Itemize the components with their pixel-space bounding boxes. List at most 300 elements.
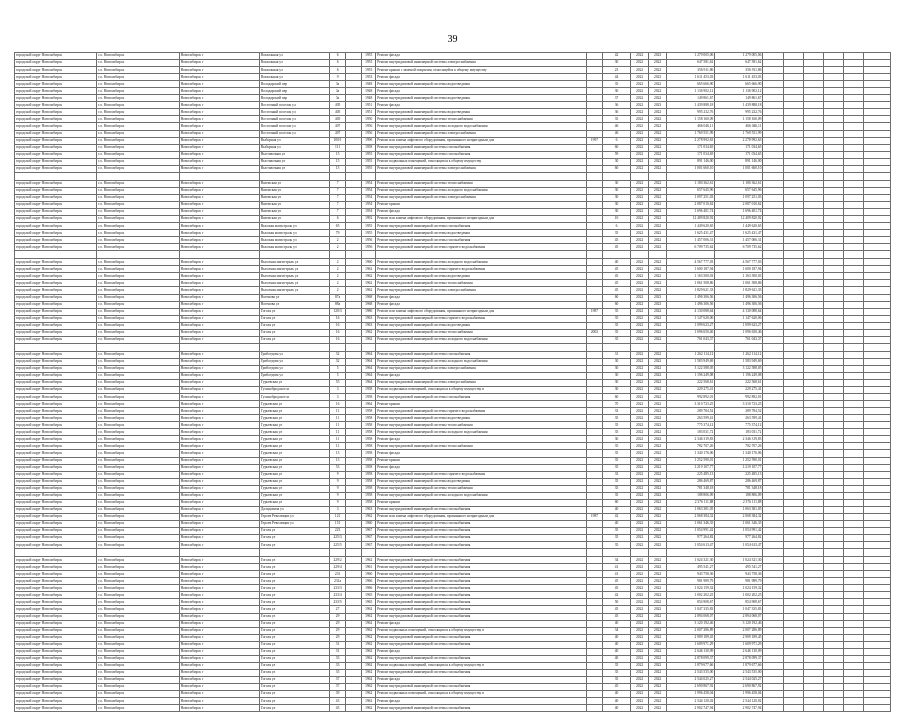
table-row [15,520,891,527]
table-cell: 647 581,62 [667,60,715,67]
table-row [15,443,891,450]
table-cell [586,116,602,123]
table-cell: 35 [602,457,630,464]
table-cell: 2022 [631,280,649,287]
table-cell: городской округ Новосибирск [15,592,97,599]
table-cell: 35 [602,464,630,471]
table-cell [863,259,890,266]
table-cell: Новосибирск г [179,676,259,683]
table-cell [346,201,362,208]
table-cell: 13 [330,450,346,457]
table-cell [803,95,823,102]
table-cell: 2022 [649,471,667,478]
table-cell: Гоголя ул [259,655,329,662]
table-cell: 35 [330,669,346,676]
table-cell: 2022 [631,620,649,627]
table-cell: Ремонт внутридомовой инженерной системы газоснабжения [376,394,587,401]
table-cell: городской округ Новосибирск [15,102,97,109]
table-cell: 2 544 120,02 [667,698,715,705]
table-cell: 100/1 [330,137,346,144]
table-cell: 2022 [631,237,649,244]
table-cell: 2 [330,244,346,251]
table-cell [823,429,843,436]
table-cell [586,549,602,557]
table-cell: г.о. Новосибирск [97,571,179,578]
table-cell: Ремонт внутридомовой инженерной системы теплоснабжения [376,329,587,336]
table-cell [586,336,602,343]
table-cell [823,144,843,151]
table-cell [586,450,602,457]
table-cell [843,578,863,585]
table-cell: 1962 [362,634,376,641]
table-cell: 31 [330,641,346,648]
table-cell: 1962 [362,648,376,655]
table-cell [763,485,783,492]
table-cell: городской округ Новосибирск [15,336,97,343]
table-cell [602,251,630,259]
table-cell [803,499,823,506]
table-cell [715,549,763,557]
table-cell: городской округ Новосибирск [15,471,97,478]
table-cell: Гоголя ул [259,308,329,315]
table-cell [586,429,602,436]
table-cell: городской округ Новосибирск [15,669,97,676]
table-cell [863,172,890,180]
table-cell: 1954 [362,180,376,187]
table-cell: г.о. Новосибирск [97,698,179,705]
table-cell: г.о. Новосибирск [97,180,179,187]
table-cell [346,294,362,301]
table-cell [586,294,602,301]
table-cell: 2022 [631,372,649,379]
table-cell [803,53,823,60]
table-cell [803,415,823,422]
table-cell [863,520,890,527]
table-cell: 1 054 991,42 [667,528,715,535]
table-cell: Восточный поселок ул [259,102,329,109]
table-cell: 1 611 453,03 [715,74,763,81]
table-row [15,513,891,520]
table-cell: 2022 [631,436,649,443]
table-row [15,705,891,712]
table-cell: 45 [602,280,630,287]
table-cell [346,408,362,415]
table-cell: 1 024 159,32 [715,585,763,592]
table-cell: Ремонт фасада [376,372,587,379]
table-cell: 1 769 551,99 [667,130,715,137]
table-cell: 40 [602,520,630,527]
table-cell [346,322,362,329]
table-cell [586,165,602,172]
table-cell [863,180,890,187]
table-cell [586,358,602,365]
table-cell: 981 989,79 [667,578,715,585]
table-row [15,365,891,372]
table-cell [783,571,803,578]
table-row [15,506,891,513]
table-cell [803,201,823,208]
table-cell [863,683,890,690]
table-cell: 657 645,96 [715,187,763,194]
table-cell: Ремонт внутридомовой инженерной системы водоотведения [376,81,587,88]
table-cell: 2 087 010,62 [667,201,715,208]
table-cell: 32 [330,351,346,358]
table-cell [586,67,602,74]
table-cell: Ремонт подвальных помещений, относящихся к общему имуществу [376,158,587,165]
table-cell [823,557,843,564]
table-cell: 1956 [362,123,376,130]
table-row [15,394,891,401]
table-cell [803,372,823,379]
table-cell [346,683,362,690]
table-cell [843,165,863,172]
table-cell: Ремонт фасада [376,620,587,627]
table-cell: 34 [602,627,630,634]
table-cell [586,322,602,329]
table-cell: 35 [602,415,630,422]
table-cell [803,705,823,712]
table-cell [803,116,823,123]
table-cell [586,571,602,578]
table-cell: 891 146,00 [667,158,715,165]
table-cell: 3 310 723,25 [715,401,763,408]
table-cell: Ремонт или замена лифтового оборудования, признанного непригодным для [376,308,587,315]
table-cell: 2022 [649,627,667,634]
table-cell [783,506,803,513]
table-cell [763,394,783,401]
table-cell [863,194,890,201]
table-cell: 1 136 902,12 [715,88,763,95]
table-cell: 2022 [631,676,649,683]
table-cell: Ремонт внутридомовой инженерной системы водоотведения [376,95,587,102]
table-cell: Вогенова ул [259,294,329,301]
table-cell [803,634,823,641]
table-cell [763,592,783,599]
table-cell [259,549,329,557]
table-cell [763,208,783,215]
table-cell [763,457,783,464]
table-cell: 223 [330,528,346,535]
table-cell [586,223,602,230]
table-cell [346,280,362,287]
table-cell: Ремонт внутридомовой инженерной системы газоснабжения [376,542,587,549]
table-cell [346,557,362,564]
table-cell: Ремонт или замена лифтового оборудования, признанного непригодным для [376,137,587,144]
table-cell: 149 861,67 [715,95,763,102]
table-cell [346,387,362,394]
table-cell [863,691,890,698]
table-cell [803,408,823,415]
table-cell [803,535,823,542]
table-cell [586,180,602,187]
table-cell: 29 [330,620,346,627]
table-cell: 15 [330,165,346,172]
table-cell: 2022 [649,457,667,464]
table-cell: 1956 [362,130,376,137]
table-cell: 1954 [362,194,376,201]
table-cell [715,343,763,351]
table-cell [783,429,803,436]
table-row [15,137,891,144]
table-cell [803,443,823,450]
table-cell [843,634,863,641]
table-cell: городской округ Новосибирск [15,429,97,436]
table-cell [823,401,843,408]
table-cell: 2022 [649,485,667,492]
table-cell [823,109,843,116]
table-cell: Новосибирск г [179,301,259,308]
table-cell: 1964 [362,358,376,365]
table-cell: Новосибирск г [179,53,259,60]
table-row [15,201,891,208]
table-cell: 2022 [631,102,649,109]
table-row [15,308,891,315]
table-cell: 657 645,96 [667,187,715,194]
table-cell: 1964 [362,372,376,379]
table-cell: 286 469,87 [667,478,715,485]
table-cell: 2 646 130,09 [715,648,763,655]
table-cell: г.о. Новосибирск [97,165,179,172]
table-cell: Новосибирск г [179,336,259,343]
table-cell: 1 262 114,12 [667,351,715,358]
table-cell: 1963 [362,315,376,322]
table-cell [823,315,843,322]
table-cell [667,251,715,259]
table-cell: 35 [602,676,630,683]
table-cell [823,208,843,215]
table-cell: 1954 [362,201,376,208]
table-cell: 1962 [362,627,376,634]
table-cell [763,557,783,564]
table-cell: Новосибирск г [179,422,259,429]
table-cell: городской округ Новосибирск [15,535,97,542]
table-cell [763,676,783,683]
table-cell: Высокая магистраль ул [259,223,329,230]
table-cell: 2022 [649,443,667,450]
table-cell: 55 [330,380,346,387]
table-row [15,662,891,669]
table-cell: городской округ Новосибирск [15,422,97,429]
table-cell: 2 894 068,07 [715,613,763,620]
table-cell [803,528,823,535]
table-cell: 1958 [362,422,376,429]
table-cell [803,67,823,74]
table-cell: г.о. Новосибирск [97,705,179,712]
table-cell [763,130,783,137]
table-cell: 1955 [362,53,376,60]
table-cell: Новосибирск г [179,464,259,471]
table-row-spacer [15,343,891,351]
table-cell [346,60,362,67]
table-cell [346,358,362,365]
table-cell [863,116,890,123]
table-cell [346,394,362,401]
table-cell: 1958 [362,144,376,151]
table-cell: Ремонт фасада [376,301,587,308]
table-cell: 2022 [631,669,649,676]
table-cell: 45 [330,705,346,712]
table-row [15,266,891,273]
table-cell [823,578,843,585]
table-cell [783,102,803,109]
table-cell [863,549,890,557]
table-cell [843,301,863,308]
table-cell: Ремонт внутридомовой инженерной системы газоснабжения [376,592,587,599]
table-cell: 35 [602,116,630,123]
table-cell: Новосибирск г [179,478,259,485]
table-cell: 11 [330,429,346,436]
table-cell: 1954 [362,187,376,194]
table-cell [823,443,843,450]
table-cell [863,187,890,194]
table-cell [783,401,803,408]
table-cell: Гоголя ул [259,557,329,564]
table-cell: 45 [602,266,630,273]
table-cell: Новосибирск г [179,669,259,676]
table-cell: г.о. Новосибирск [97,194,179,201]
table-cell: 3 120 192,46 [715,620,763,627]
table-cell [783,109,803,116]
table-cell: Ремонт внутридомовой инженерной системы горячего водоснабжения [376,408,587,415]
table-cell [763,95,783,102]
table-cell [362,172,376,180]
table-cell [346,74,362,81]
table-cell [97,251,179,259]
table-cell [346,606,362,613]
table-cell [783,336,803,343]
table-cell [346,648,362,655]
table-cell: Вяземская ул [259,187,329,194]
table-row [15,557,891,564]
table-cell: 1 061 346,35 [715,520,763,527]
table-cell: 1955 [362,60,376,67]
table-row [15,415,891,422]
table-cell [803,450,823,457]
table-cell [15,343,97,351]
table-cell [783,557,803,564]
table-cell: Новосибирск г [179,683,259,690]
table-cell: 761 043,37 [667,336,715,343]
table-cell: Ремонт внутридомовой инженерной системы электроснабжения [376,287,587,294]
table-cell [783,528,803,535]
table-cell: Ремонт внутридомовой инженерной системы газоснабжения [376,535,587,542]
table-cell: Ремонт подвальных помещений, относящихся к общему имуществу в [376,387,587,394]
table-row [15,158,891,165]
table-cell: 2022 [649,358,667,365]
table-cell: 2022 [631,457,649,464]
table-cell: 79 [330,230,346,237]
table-cell: Новосибирск г [179,485,259,492]
table-cell: 1 457 006,31 [667,237,715,244]
table-cell: 35 [602,336,630,343]
table-cell: г.о. Новосибирск [97,627,179,634]
table-cell: г.о. Новосибирск [97,336,179,343]
table-cell: 9 [330,492,346,499]
table-cell: 2022 [649,67,667,74]
table-cell [843,237,863,244]
table-cell: 1958 [362,485,376,492]
table-cell: 35 [602,662,630,669]
table-cell [823,676,843,683]
table-cell [783,287,803,294]
table-cell [602,172,630,180]
table-cell: 37 [330,683,346,690]
table-cell [783,60,803,67]
table-cell [586,669,602,676]
table-cell: 40 [602,620,630,627]
table-cell: 2022 [649,287,667,294]
table-cell: 2022 [649,273,667,280]
table-cell: городской округ Новосибирск [15,158,97,165]
table-cell: городской округ Новосибирск [15,443,97,450]
table-cell [783,259,803,266]
table-cell: 2022 [649,528,667,535]
table-cell: 2022 [631,691,649,698]
table-cell [843,669,863,676]
table-cell: 1 180 362,61 [667,180,715,187]
table-cell: 29 [330,613,346,620]
table-cell: 2022 [631,478,649,485]
table-cell [346,641,362,648]
table-cell: городской округ Новосибирск [15,698,97,705]
table-cell: Выборная ул [259,144,329,151]
table-cell: г.о. Новосибирск [97,380,179,387]
table-cell [803,549,823,557]
table-cell: Ремонт внутридомовой инженерной системы теплоснабжения [376,116,587,123]
table-row [15,571,891,578]
table-row [15,60,891,67]
table-cell [586,95,602,102]
table-cell: 45 [602,683,630,690]
table-cell: 2022 [631,492,649,499]
table-cell [586,343,602,351]
table-cell [783,244,803,251]
table-cell: 2022 [631,422,649,429]
table-cell [763,251,783,259]
table-cell: 2022 [649,95,667,102]
table-cell: г.о. Новосибирск [97,401,179,408]
table-cell: Новосибирск г [179,116,259,123]
table-cell [863,599,890,606]
table-cell: 183 031,72 [667,429,715,436]
table-cell: 263 599,41 [667,415,715,422]
table-cell: 7 [330,187,346,194]
table-cell: 1 096 650,46 [667,329,715,336]
table-cell [346,506,362,513]
table-row [15,436,891,443]
table-cell [586,520,602,527]
table-cell [346,705,362,712]
table-cell [346,478,362,485]
table-cell: 225/3 [330,535,346,542]
table-cell: 2022 [631,557,649,564]
table-cell [763,471,783,478]
table-cell: Вокзальная ул [259,60,329,67]
table-cell: г.о. Новосибирск [97,158,179,165]
table-cell: Новосибирск г [179,634,259,641]
table-cell: Ремонт внутридомовой инженерной системы газоснабжения [376,151,587,158]
table-cell [823,158,843,165]
table-cell [763,322,783,329]
table-cell: Ремонт внутридомовой инженерной системы горячего водоснабжения [376,471,587,478]
table-cell: 263 599,41 [715,415,763,422]
table-cell [843,259,863,266]
table-cell: 1958 [362,408,376,415]
table-cell [763,67,783,74]
table-cell: Вокзальная ул [259,67,329,74]
table-cell [783,443,803,450]
table-cell [843,520,863,527]
